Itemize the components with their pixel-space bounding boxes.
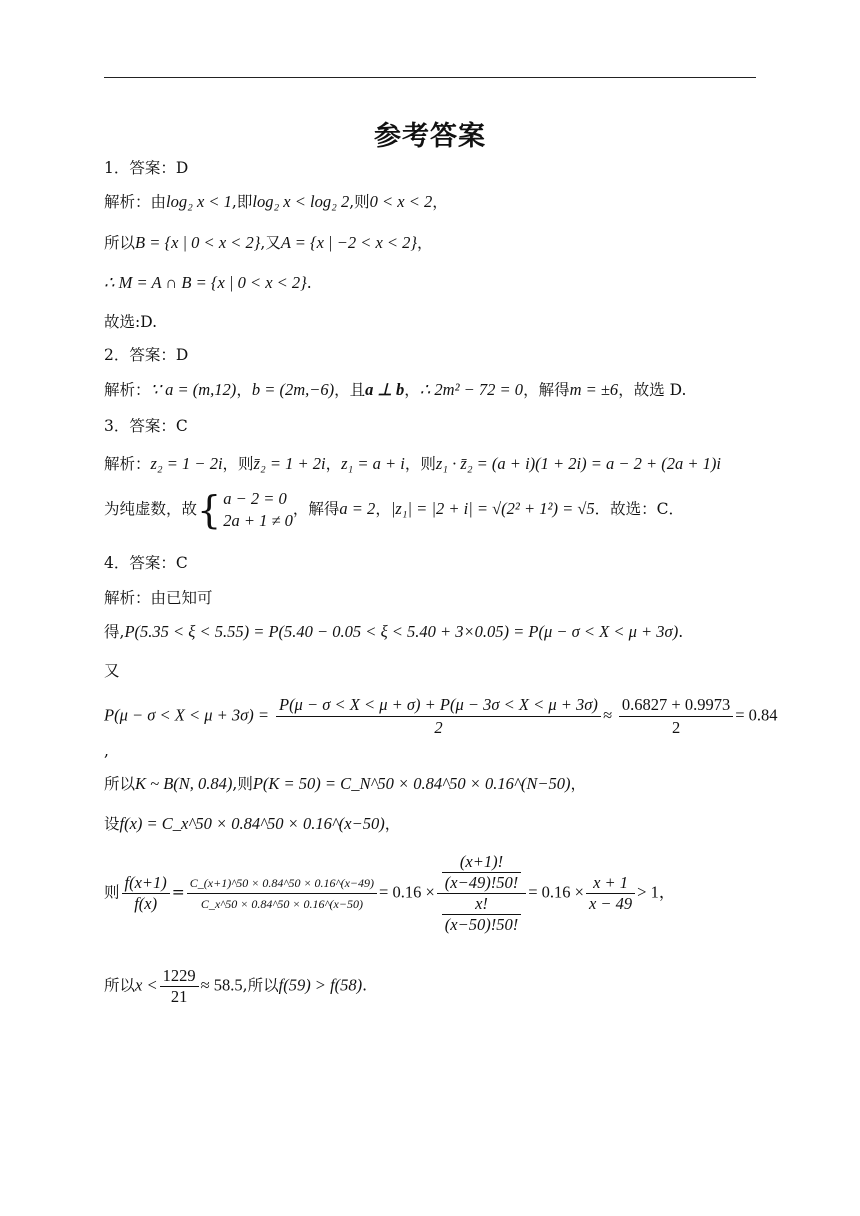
q4-l8-fraction3: [586, 873, 635, 914]
q3-m1: z₂ = 1 − 2i: [150, 454, 223, 473]
q2-math5: m = ±6: [569, 380, 619, 399]
q3-m2: z̄₂ = 1 + 2i: [253, 454, 326, 473]
q4-l9-x: x <: [135, 975, 158, 995]
q2-answer: 2．答案：D: [104, 346, 189, 364]
q2-mid: ，且: [334, 381, 366, 399]
q4-l4-fraction: [276, 694, 601, 739]
page-title: 参考答案: [374, 121, 486, 152]
q4-l4-denominator: 2: [434, 718, 443, 737]
q4-line2: [104, 622, 683, 642]
q3-line2: [104, 488, 684, 532]
q1-line2: [104, 233, 433, 253]
system-eq2: 2a + 1 ≠ 0: [223, 511, 293, 530]
q3-answer: 3．答案：C: [104, 417, 188, 435]
q3-line1: [104, 454, 721, 474]
q3-m6: |z₁| = |2 + i| = √(2² + 1²) = √5: [390, 499, 595, 518]
q4-l8-inner-num-fraction: [442, 852, 521, 893]
q4-l7-end: ，: [384, 815, 401, 833]
q4-l8-inner-den-fraction: [442, 894, 521, 935]
q4-answer: 4．答案：C: [104, 554, 188, 572]
q4-l8-compound-fraction: [437, 852, 526, 935]
q4-line7: [104, 814, 400, 834]
q4-l9-end: .: [362, 976, 368, 995]
q1-l2-math: B = {x | 0 < x < 2}: [135, 233, 261, 252]
q4-l8-num1: f(x+1): [122, 873, 170, 894]
q4-line4: [104, 694, 778, 739]
q2-lead: 解析：: [104, 381, 151, 399]
q4-line3: 又: [104, 662, 120, 680]
q4-l8-eq1: = 0.16 ×: [379, 882, 435, 902]
system-eq1: a − 2 = 0: [223, 489, 287, 508]
q4-l2-lead: 得,: [104, 623, 125, 641]
q4-l8-lead: 则: [104, 883, 120, 902]
q4-l8-inner-den-top: x!: [442, 894, 521, 915]
q1-l2-lead: 所以: [104, 234, 136, 252]
q4-l8-den1: f(x): [134, 894, 158, 913]
q2-mid2: ，解得: [523, 381, 570, 399]
q4-l4-lhs: P(μ − σ < X < μ + 3σ) =: [104, 705, 270, 725]
q1-l1-math: log₂ x < 1: [166, 192, 232, 211]
q4-line8: 则 $\frac{f(x+1)}{f(x)}$ = $\frac{C\_(x+1)\^{}50 \times 0.84\^{}50 \times 0.16\^{}(x-49)}{C\_x\^{}50 \times 0.84\^{}50 \times 0.16\^{}(x-50)}$ = 0.16 × $\frac{\frac{(x+1)!}{(x-49)!50!}}{\frac{x!}{(x-50)!50!}}$ = 0.16 × $\frac{x + 1}{x - 49}$ > 1，: [104, 852, 676, 934]
q4-l9-num: 1229: [160, 966, 199, 987]
q1-l2-math2: A = {x | −2 < x < 2}: [280, 233, 418, 252]
q4-l4-numerator2: 0.6827 + 0.9973: [619, 694, 733, 717]
q3-m3: z₁ = a + i: [341, 454, 405, 473]
q2-math4: ∴ 2m² − 72 = 0: [419, 380, 524, 399]
q3-l2-lead: 为纯虚数，故: [104, 500, 198, 518]
q1-l1-lead: 解析：由: [104, 193, 167, 211]
q3-t1: ，则: [222, 455, 254, 473]
q4-l4-denominator2: 2: [671, 718, 681, 737]
equation-system: [223, 488, 293, 532]
q4-l9-den: 21: [170, 987, 188, 1006]
q3-t2: ，: [325, 455, 342, 473]
q4-l9-approx: ≈ 58.5: [200, 975, 243, 995]
q3-t5: ，: [375, 500, 391, 518]
q1-line1: [104, 192, 448, 212]
q4-l6-lead: 所以: [104, 775, 136, 793]
q4-l8-compound-num: [437, 852, 526, 894]
q4-l7-math: f(x) = C_x^50 × 0.84^50 × 0.16^(x−50): [119, 814, 385, 833]
q4-l6-mid: ,则: [232, 775, 253, 793]
q3-lead: 解析：: [104, 455, 151, 473]
q1-l2-mid: ,又: [260, 234, 281, 252]
q4-line9: [104, 966, 367, 1007]
q1-l1-mid2: ,则: [349, 193, 370, 211]
q2-end: ，故选 D.: [618, 381, 687, 399]
q4-l8-fraction2: [187, 873, 377, 914]
q4-l8-eq2: = 0.16 ×: [528, 882, 584, 902]
q4-l8-inner-den-bottom: (x−50)!50!: [444, 915, 519, 934]
q3-t4: ，解得: [292, 500, 340, 518]
q1-l1-math2: log₂ x < log₂ 2: [252, 192, 350, 211]
q1-line3: [104, 273, 312, 293]
q4-l8-num3: x + 1: [586, 873, 635, 894]
q4-l6-math: K ~ B(N, 0.84): [135, 774, 233, 793]
q4-line6: [104, 774, 586, 794]
q2-math1: ∵ a = (m,12): [150, 380, 237, 399]
q4-l9-lead: 所以: [104, 976, 136, 995]
q4-l4-rhs: = 0.84: [735, 705, 778, 725]
q1-l3-end: .: [306, 274, 312, 292]
q4-l4-approx: ≈: [602, 705, 612, 725]
q2-math3: a ⊥ b: [365, 380, 405, 399]
q1-l1-mid: ,即: [231, 193, 253, 211]
q4-l9-mid: ,所以: [242, 976, 279, 995]
q4-l6-math2: P(K = 50) = C_N^50 × 0.84^50 × 0.16^(N−50): [252, 774, 571, 793]
q1-conclusion: 故选:D.: [104, 313, 158, 331]
q4-l8-num2: C_(x+1)^50 × 0.84^50 × 0.16^(x−49): [187, 873, 377, 894]
q4-l7-lead: 设: [104, 815, 120, 833]
q4-line1: 解析：由已知可: [104, 589, 213, 607]
q4-l4-numerator: P(μ − σ < X < μ + σ) + P(μ − 3σ < X < μ + 3σ): [276, 694, 601, 717]
q2-sep2: ，: [404, 381, 420, 399]
q1-l1-end: ，: [432, 193, 448, 211]
q2-line1: [104, 380, 686, 400]
q4-l8-end: > 1，: [637, 882, 676, 902]
q1-l3-math: ∴ M = A ∩ B = {x | 0 < x < 2}: [104, 273, 307, 292]
q3-m4: z₁ · z̄₂ = (a + i)(1 + 2i) = a − 2 + (2a + 1)i: [435, 454, 721, 473]
q2-sep1: ，: [236, 381, 252, 399]
q4-l8-compound-den: [437, 894, 526, 935]
q4-l9-math: f(59) > f(58): [278, 975, 363, 995]
q1-l2-end: ，: [417, 234, 433, 252]
header-rule: [104, 77, 756, 78]
q4-l2-end: .: [678, 623, 684, 641]
q4-l4-fraction2: [619, 694, 733, 739]
q3-t3: ，则: [404, 455, 436, 473]
q3-end: ．故选：C．: [594, 500, 685, 518]
q3-m5: a = 2: [339, 499, 376, 518]
q1-l1-math3: 0 < x < 2: [369, 192, 433, 211]
q4-l8-fraction1: [122, 873, 170, 914]
q1-answer: 1．答案：D: [104, 159, 189, 177]
q4-line5: ,: [104, 742, 109, 760]
q4-l8-den3: x − 49: [588, 894, 633, 913]
q4-l2-math: P(5.35 < ξ < 5.55) = P(5.40 − 0.05 < ξ < 5.40 + 3×0.05) = P(μ − σ < X < μ + 3σ): [124, 622, 679, 641]
system-brace: {: [197, 488, 222, 532]
q4-l9-fraction: [160, 966, 199, 1007]
q4-l8-inner-num-bottom: (x−49)!50!: [444, 873, 519, 892]
q4-l6-end: ，: [570, 775, 586, 793]
q4-l8-den2: C_x^50 × 0.84^50 × 0.16^(x−50): [200, 897, 363, 911]
q4-l8-inner-num-top: (x+1)!: [442, 852, 521, 873]
q2-math2: b = (2m,−6): [251, 380, 335, 399]
